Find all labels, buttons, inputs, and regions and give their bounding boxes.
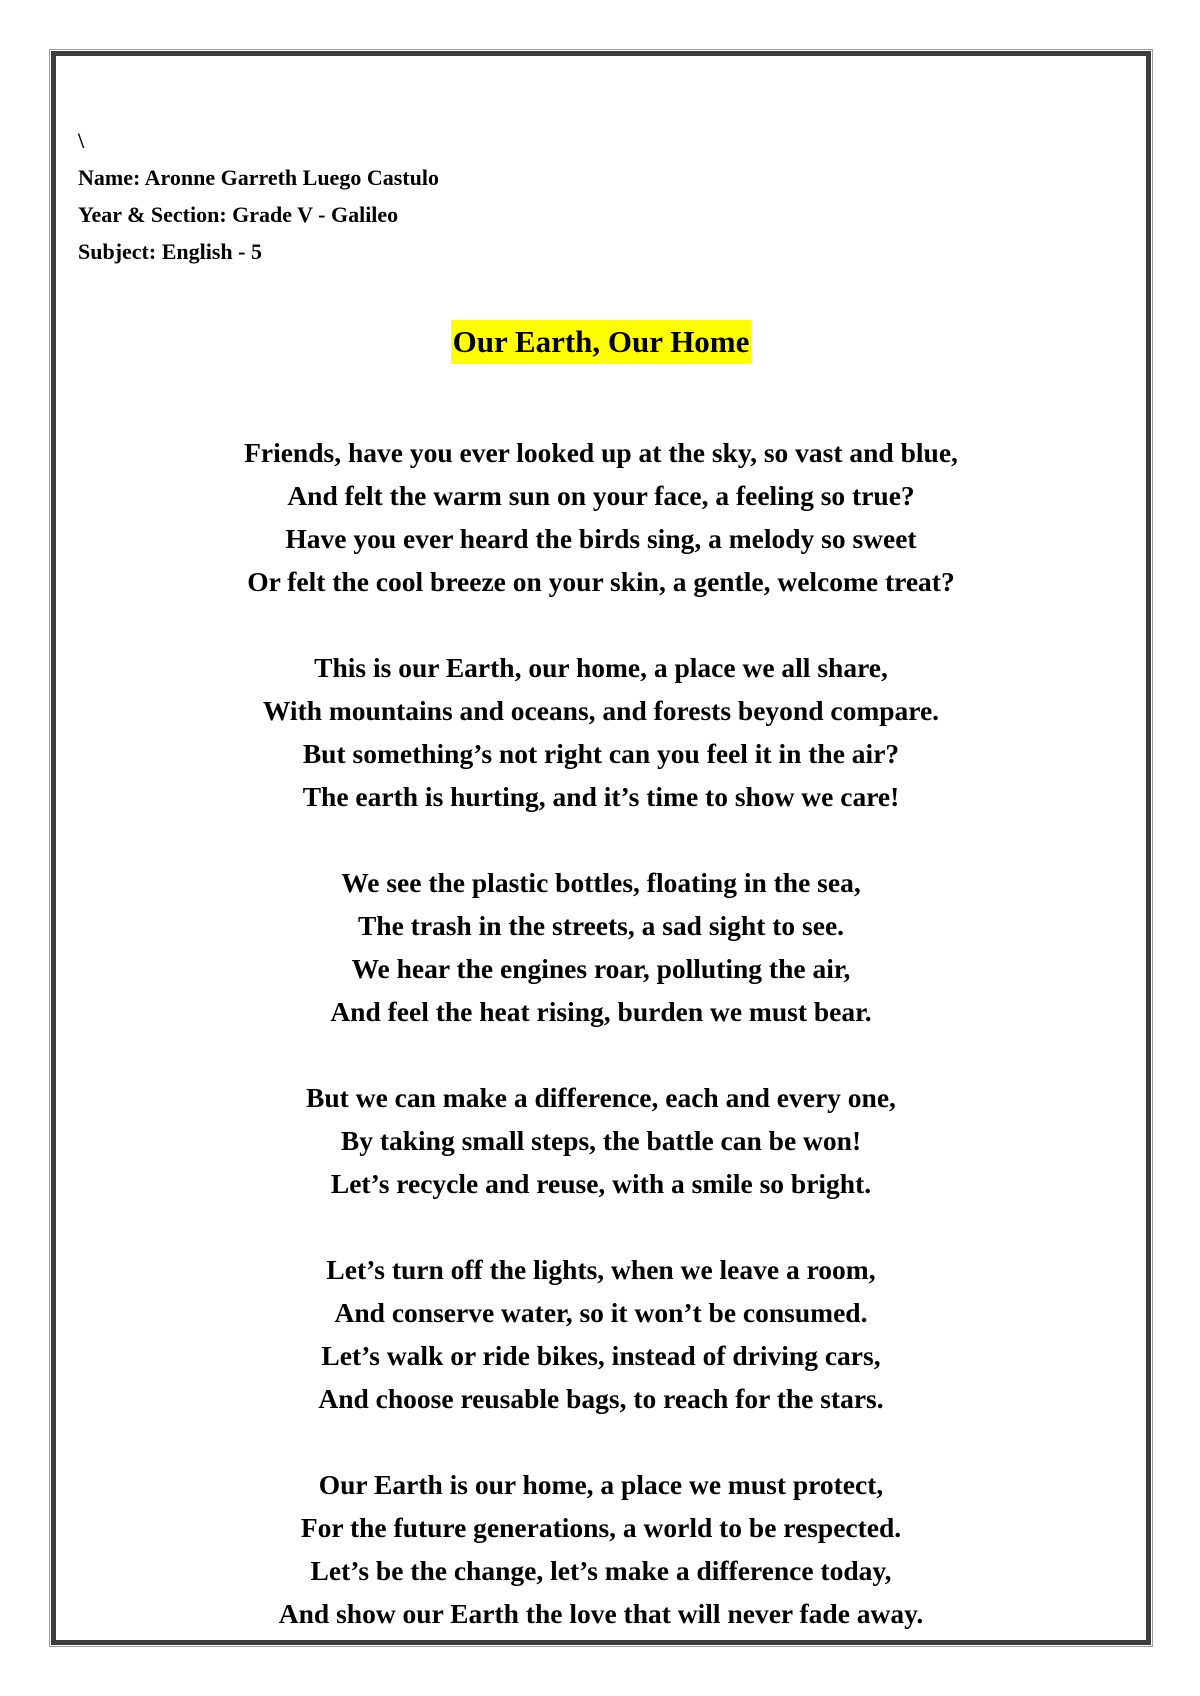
verse-line: The trash in the streets, a sad sight to see. (357, 910, 845, 941)
stanza-4 (56, 1076, 1146, 1205)
student-info-header (78, 122, 439, 270)
verse-line: Let’s turn off the lights, when we leave a room, (326, 1254, 876, 1285)
verse-line: But we can make a difference, each and every one, (306, 1082, 896, 1113)
verse-line: And felt the warm sun on your face, a feeling so true? (287, 480, 915, 511)
page-border (51, 51, 1151, 1645)
student-name: Name: Aronne Garreth Luego Castulo (78, 165, 439, 190)
verse-line: And conserve water, so it won’t be consumed. (334, 1297, 868, 1328)
verse-line: We hear the engines roar, polluting the air, (351, 953, 851, 984)
subject: Subject: English - 5 (78, 239, 262, 264)
verse-line: Let’s be the change, let’s make a difference today, (310, 1555, 892, 1586)
verse-line: Let’s recycle and reuse, with a smile so bright. (330, 1168, 872, 1199)
stanza-6 (56, 1463, 1146, 1635)
verse-line: Friends, have you ever looked up at the sky, so vast and blue, (244, 437, 958, 468)
verse-line: Our Earth is our home, a place we must protect, (318, 1469, 884, 1500)
verse-line: And feel the heat rising, burden we must bear. (330, 996, 872, 1027)
stanza-3 (56, 861, 1146, 1033)
poem-title-container (56, 320, 1146, 364)
year-section: Year & Section: Grade V - Galileo (78, 202, 399, 227)
verse-line: And choose reusable bags, to reach for the stars. (318, 1383, 884, 1414)
verse-line: For the future generations, a world to be respected. (300, 1512, 902, 1543)
verse-line: This is our Earth, our home, a place we all share, (314, 652, 888, 683)
poem-body (56, 431, 1146, 1678)
verse-line: Have you ever heard the birds sing, a melody so sweet (285, 523, 917, 554)
poem-title: Our Earth, Our Home (451, 320, 752, 364)
stanza-2 (56, 646, 1146, 818)
verse-line: Let’s walk or ride bikes, instead of driving cars, (321, 1340, 881, 1371)
verse-line: With mountains and oceans, and forests beyond compare. (262, 695, 940, 726)
verse-line: By taking small steps, the battle can be won! (340, 1125, 862, 1156)
verse-line: We see the plastic bottles, floating in the sea, (341, 867, 861, 898)
verse-line: And show our Earth the love that will never fade away. (278, 1598, 924, 1629)
verse-line: But something’s not right can you feel it in the air? (302, 738, 900, 769)
stanza-1 (56, 431, 1146, 603)
verse-line: Or felt the cool breeze on your skin, a gentle, welcome treat? (247, 566, 955, 597)
verse-line: The earth is hurting, and it’s time to show we care! (302, 781, 900, 812)
backslash-mark: \ (78, 128, 85, 153)
stanza-5 (56, 1248, 1146, 1420)
